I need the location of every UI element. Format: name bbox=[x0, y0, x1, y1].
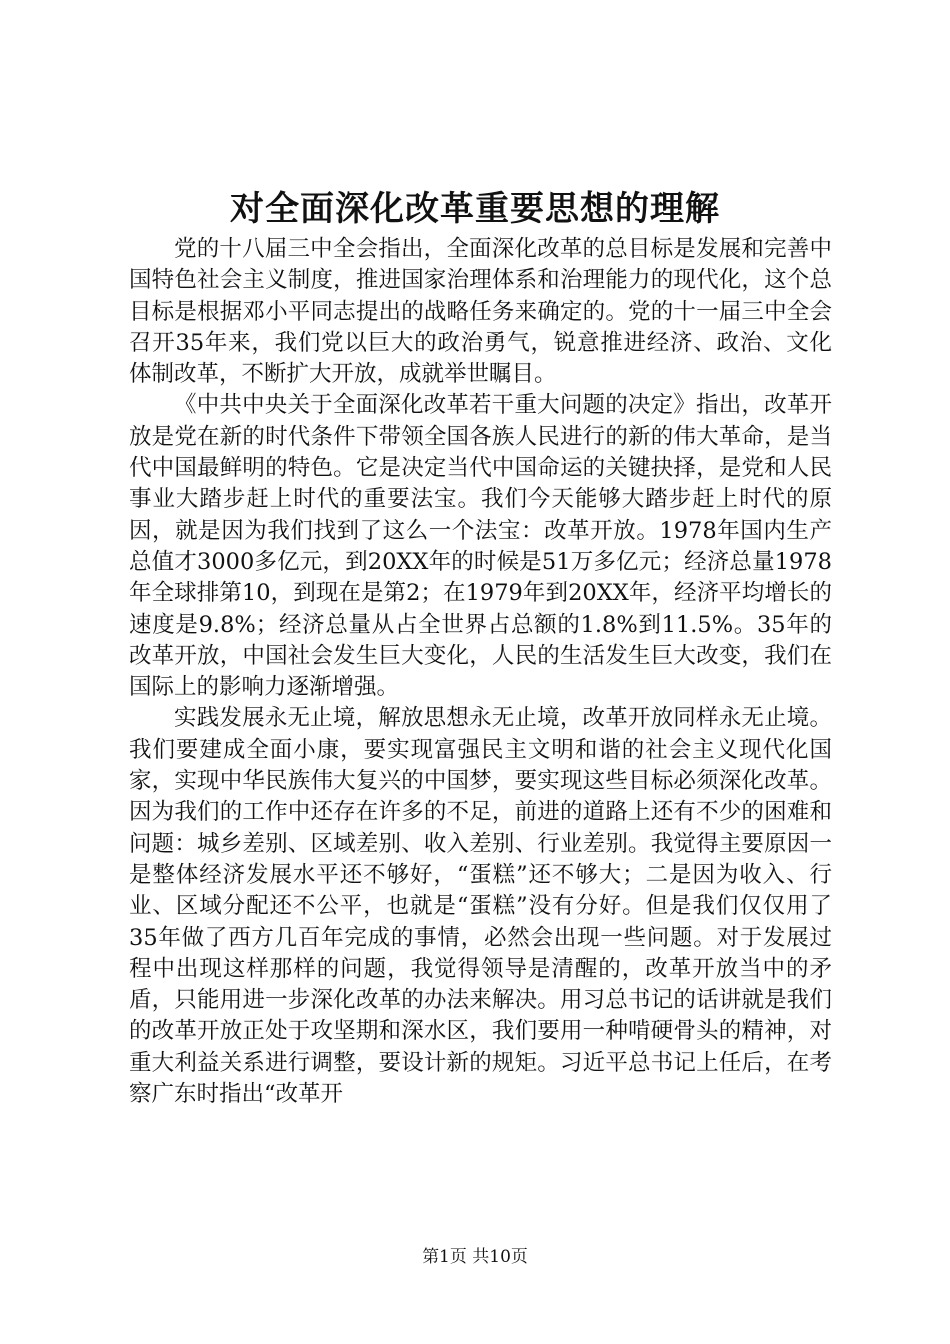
document-title: 对全面深化改革重要思想的理解 bbox=[230, 189, 720, 229]
paragraph: 实践发展永无止境，解放思想永无止境，改革开放同样永无止境。我们要建成全面小康，要实现富强民主文明和谐的社会主义现代化国家，实现中华民族伟大复兴的中国梦，要实现这些目标必须深化改革。因为我们的工作中还存在许多的不足，前进的道路上还有不少的困难和问题：城乡差别、区域差别、收入差别、行业差别。我觉得主要原因一是整体经济发展水平还不够好，“蛋糕”还不够大；二是因为收入、行业、区域分配还不公平，也就是“蛋糕”没有分好。但是我们仅仅用了35年做了西方几百年完成的事情，必然会出现一些问题。对于发展过程中出现这样那样的问题，我觉得领导是清醒的，改革开放当中的矛盾，只能用进一步深化改革的办法来解决。用习总书记的话讲就是我们的改革开放正处于攻坚期和深水区，我们要用一种啃硬骨头的精神，对重大利益关系进行调整，要设计新的规矩。习近平总书记上任后，在考察广东时指出“改革开 bbox=[129, 705, 832, 1108]
document-body bbox=[129, 234, 832, 1110]
paragraph: 《中共中央关于全面深化改革若干重大问题的决定》指出，改革开放是党在新的时代条件下带领全国各族人民进行的新的伟大革命，是当代中国最鲜明的特色。它是决定当代中国命运的关键抉择，是党和人民事业大踏步赶上时代的重要法宝。我们今天能够大踏步赶上时代的原因，就是因为我们找到了这么一个法宝：改革开放。1978年国内生产总值才3000多亿元，到20XX年的时候是51万多亿元；经济总量1978年全球排第10，到现在是第2；在1979年到20XX年，经济平均增长的速度是9.8%；经济总量从占全世界占总额的1.8%到11.5%。35年的改革开放，中国社会发生巨大变化，人民的生活发生巨大改变，我们在国际上的影响力逐渐增强。 bbox=[129, 392, 832, 701]
page-number-footer: 第1页 共10页 bbox=[422, 1247, 528, 1267]
paragraph: 党的十八届三中全会指出，全面深化改革的总目标是发展和完善中国特色社会主义制度，推进国家治理体系和治理能力的现代化，这个总目标是根据邓小平同志提出的战略任务来确定的。党的十一届三中全会召开35年来，我们党以巨大的政治勇气，锐意推进经济、政治、文化体制改革，不断扩大开放，成就举世瞩目。 bbox=[129, 236, 832, 388]
